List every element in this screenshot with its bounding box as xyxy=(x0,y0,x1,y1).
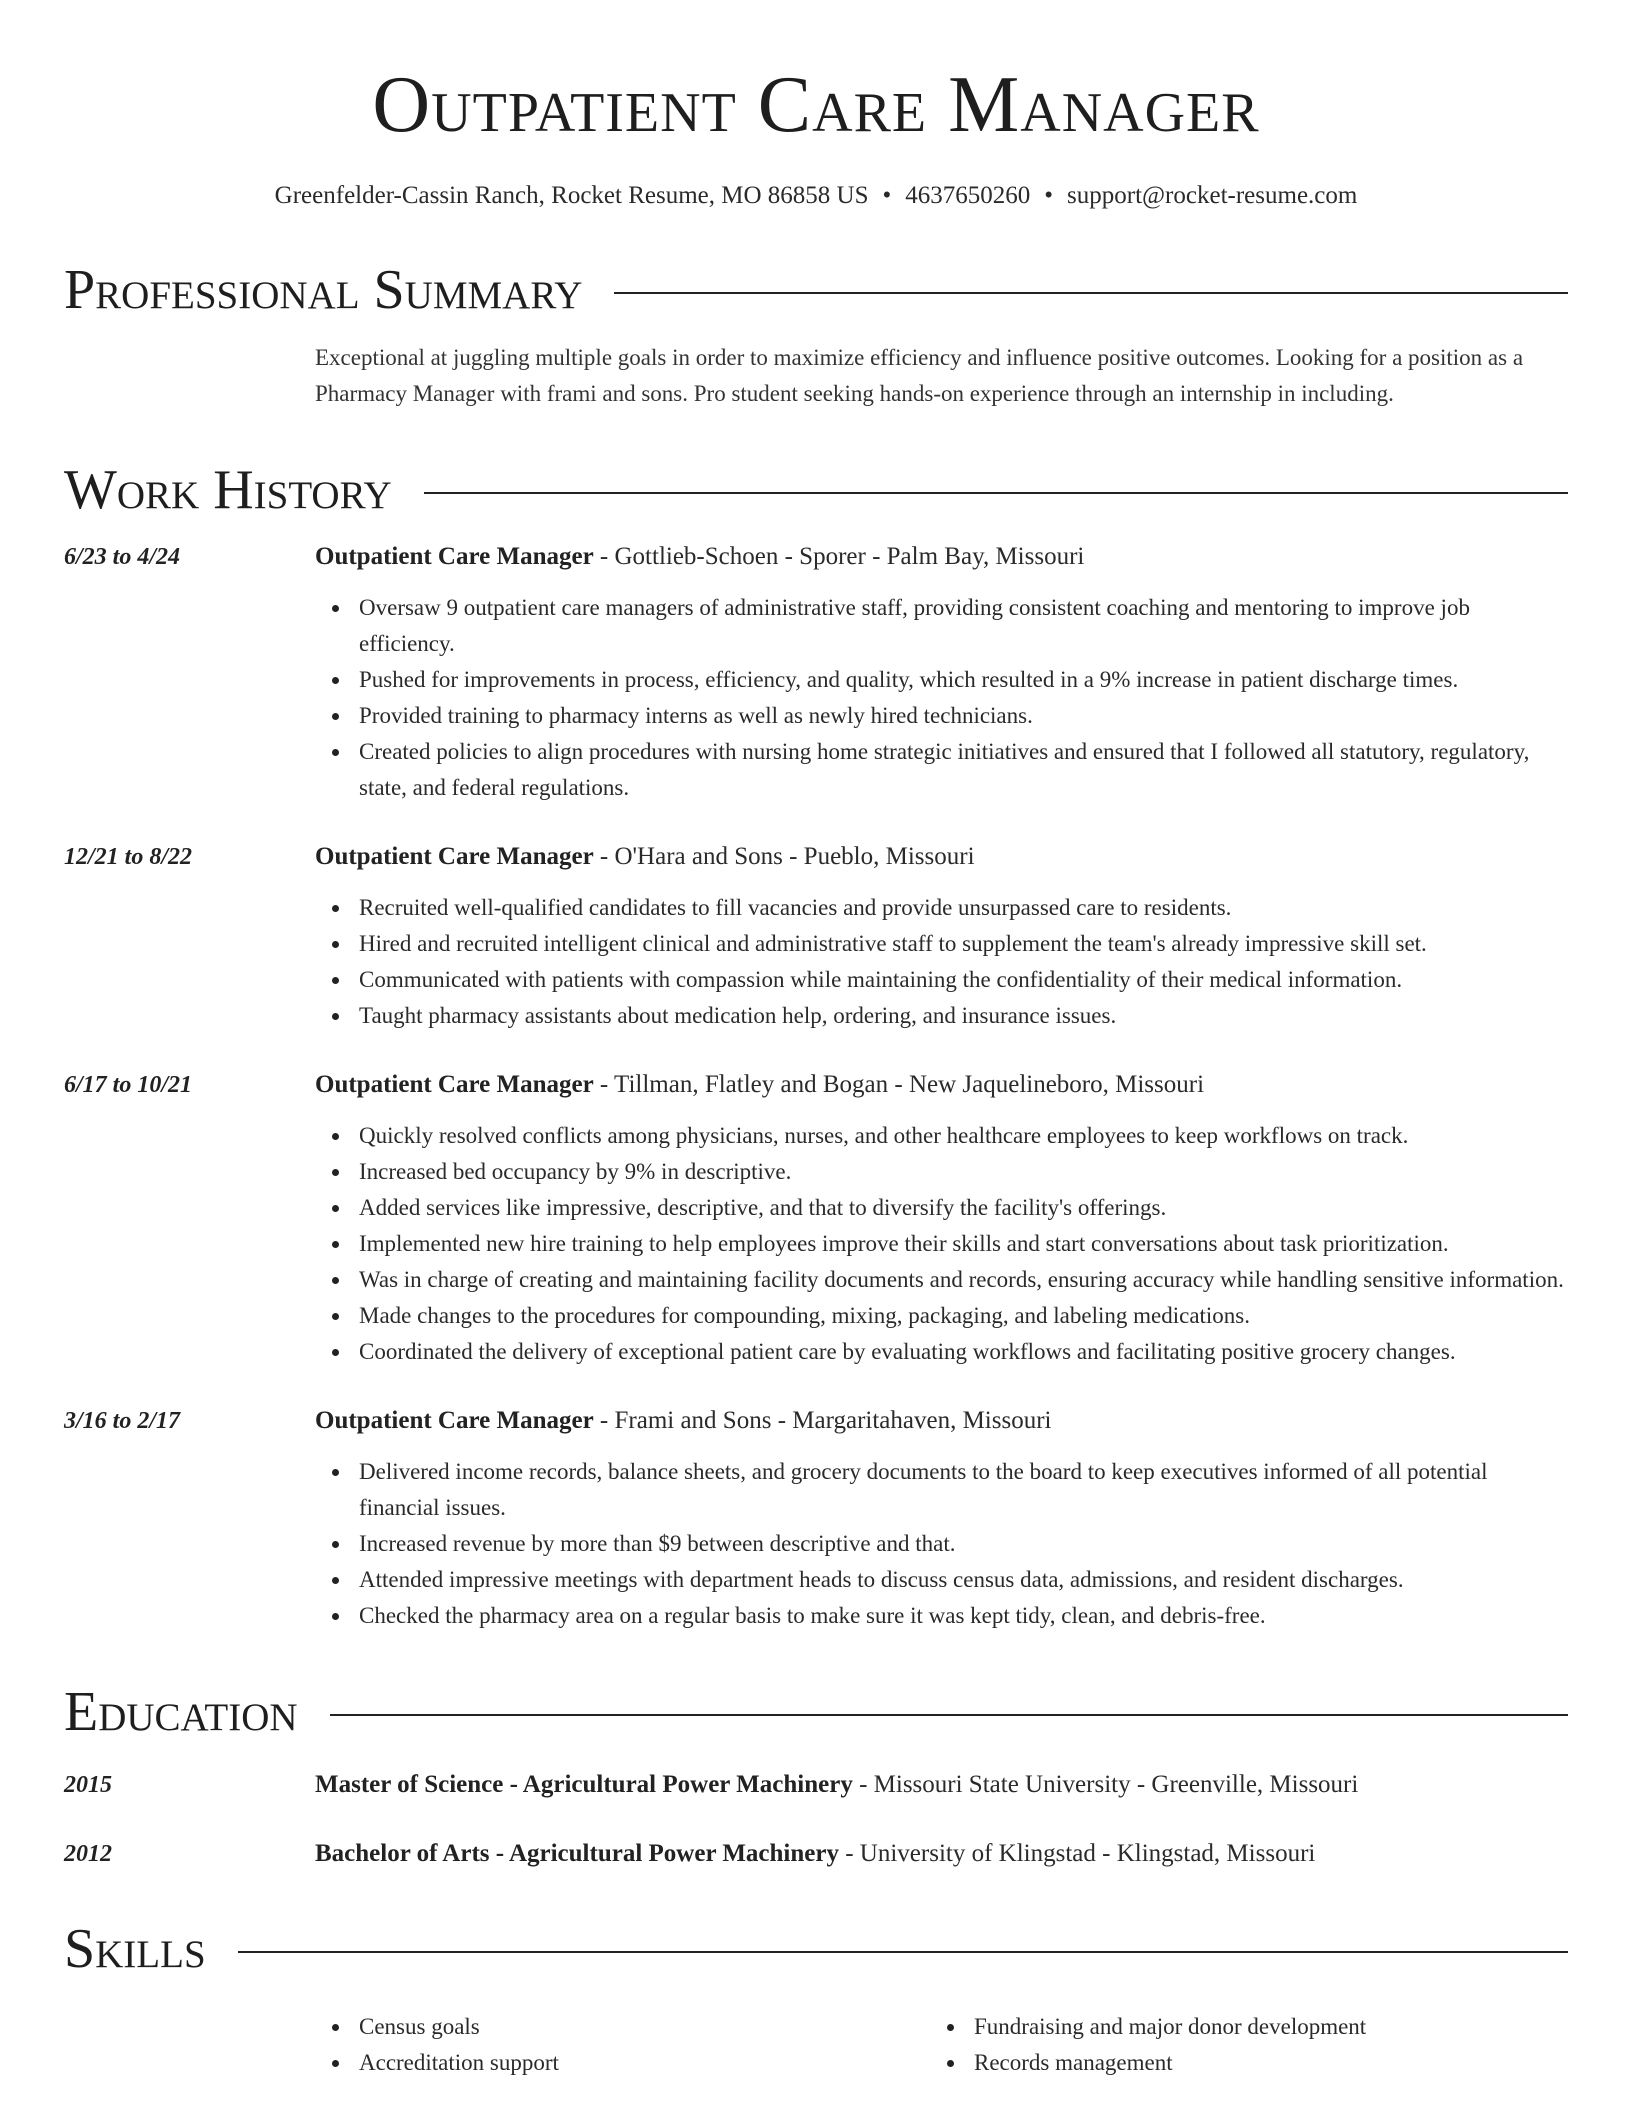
resume-name: Outpatient Care Manager xyxy=(372,61,1260,149)
summary-text: Exceptional at juggling multiple goals in order to maximize efficiency and influence positive outcomes. Looking for a position as a Pharmacy Manager with frami and sons. Pro student seeking hands-on experience through an internship in including. xyxy=(315,345,1524,406)
section-divider xyxy=(424,492,1568,494)
job-bullets xyxy=(315,890,1568,1034)
job-details: - Gottlieb-Schoen - Sporer - Palm Bay, Missouri xyxy=(593,543,1085,570)
education-details: - University of Klingstad - Klingstad, Missouri xyxy=(838,1840,1316,1867)
job-entry xyxy=(64,1404,1568,1634)
skills-list-left xyxy=(315,2009,930,2081)
contact-separator: • xyxy=(882,182,892,209)
job-entry xyxy=(64,540,1568,806)
list-item: Created policies to align procedures with nursing home strategic initiatives and ensured that I followed all statutory, regulatory, state, and federal regulations. xyxy=(359,734,1568,806)
education-entry xyxy=(64,1837,1568,1871)
contact-phone: 4637650260 xyxy=(905,182,1031,209)
list-item: Made changes to the procedures for compounding, mixing, packaging, and labeling medications. xyxy=(359,1298,1568,1334)
job-dates: 3/16 to 2/17 xyxy=(64,1408,181,1434)
list-item: Attended impressive meetings with department heads to discuss census data, admissions, and resident discharges. xyxy=(359,1562,1568,1598)
list-item: Delivered income records, balance sheets, and grocery documents to the board to keep executives informed of all potential financial issues. xyxy=(359,1454,1568,1526)
skill-item: Fundraising and major donor development xyxy=(974,2009,1545,2045)
job-dates: 12/21 to 8/22 xyxy=(64,844,193,870)
job-dates: 6/23 to 4/24 xyxy=(64,544,181,570)
skill-item: Census goals xyxy=(359,2009,930,2045)
skills-section-header xyxy=(64,1919,1568,1979)
contact-separator: • xyxy=(1044,182,1054,209)
education-degree: Bachelor of Arts - Agricultural Power Machinery xyxy=(315,1840,839,1867)
summary-row xyxy=(64,340,1568,412)
section-divider xyxy=(238,1951,1568,1953)
list-item: Checked the pharmacy area on a regular basis to make sure it was kept tidy, clean, and debris-free. xyxy=(359,1598,1568,1634)
list-item: Coordinated the delivery of exceptional patient care by evaluating workflows and facilitating positive grocery changes. xyxy=(359,1334,1568,1370)
skills-heading: Skills xyxy=(64,1918,206,1980)
section-divider xyxy=(330,1714,1568,1716)
job-entry xyxy=(64,1068,1568,1370)
work-heading: Work History xyxy=(64,459,392,521)
education-heading-line xyxy=(315,1837,1568,1871)
job-title: Outpatient Care Manager xyxy=(315,543,594,570)
contact-line xyxy=(64,180,1568,212)
work-section-header xyxy=(64,460,1568,520)
list-item: Increased bed occupancy by 9% in descriptive. xyxy=(359,1154,1568,1190)
list-item: Oversaw 9 outpatient care managers of administrative staff, providing consistent coaching and mentoring to improve job efficiency. xyxy=(359,590,1568,662)
list-item: Taught pharmacy assistants about medication help, ordering, and insurance issues. xyxy=(359,998,1568,1034)
list-item: Quickly resolved conflicts among physicians, nurses, and other healthcare employees to keep workflows on track. xyxy=(359,1118,1568,1154)
job-title: Outpatient Care Manager xyxy=(315,843,594,870)
education-details: - Missouri State University - Greenville, Missouri xyxy=(852,1771,1359,1798)
list-item: Provided training to pharmacy interns as well as newly hired technicians. xyxy=(359,698,1568,734)
contact-address: Greenfelder-Cassin Ranch, Rocket Resume, MO 86858 US xyxy=(274,182,869,209)
list-item: Hired and recruited intelligent clinical and administrative staff to supplement the team's already impressive skill set. xyxy=(359,926,1568,962)
list-item: Communicated with patients with compassion while maintaining the confidentiality of their medical information. xyxy=(359,962,1568,998)
skill-item: Records management xyxy=(974,2045,1545,2081)
job-dates: 6/17 to 10/21 xyxy=(64,1072,193,1098)
education-heading: Education xyxy=(64,1681,298,1743)
skills-list-right xyxy=(930,2009,1545,2081)
skill-item: Accreditation support xyxy=(359,2045,930,2081)
section-divider xyxy=(614,292,1568,294)
job-bullets xyxy=(315,1454,1568,1634)
list-item: Pushed for improvements in process, efficiency, and quality, which resulted in a 9% increase in patient discharge times. xyxy=(359,662,1568,698)
job-details: - Tillman, Flatley and Bogan - New Jaquelineboro, Missouri xyxy=(593,1071,1205,1098)
list-item: Increased revenue by more than $9 between descriptive and that. xyxy=(359,1526,1568,1562)
education-year: 2012 xyxy=(64,1841,112,1867)
skills-row xyxy=(64,2009,1568,2081)
education-section-header xyxy=(64,1682,1568,1742)
list-item: Added services like impressive, descriptive, and that to diversify the facility's offerings. xyxy=(359,1190,1568,1226)
job-heading xyxy=(315,1068,1568,1102)
job-heading xyxy=(315,540,1568,574)
job-details: - Frami and Sons - Margaritahaven, Missouri xyxy=(593,1407,1052,1434)
job-bullets xyxy=(315,1118,1568,1370)
education-degree: Master of Science - Agricultural Power Machinery xyxy=(315,1771,853,1798)
job-title: Outpatient Care Manager xyxy=(315,1071,594,1098)
job-title: Outpatient Care Manager xyxy=(315,1407,594,1434)
education-year: 2015 xyxy=(64,1772,112,1798)
job-bullets xyxy=(315,590,1568,806)
list-item: Implemented new hire training to help employees improve their skills and start conversations about task prioritization. xyxy=(359,1226,1568,1262)
contact-email: support@rocket-resume.com xyxy=(1067,182,1358,209)
education-heading-line xyxy=(315,1768,1568,1802)
job-heading xyxy=(315,1404,1568,1438)
skills-columns xyxy=(315,2009,1568,2081)
education-entry xyxy=(64,1768,1568,1802)
job-details: - O'Hara and Sons - Pueblo, Missouri xyxy=(593,843,975,870)
summary-heading: Professional Summary xyxy=(64,259,583,321)
list-item: Was in charge of creating and maintaining facility documents and records, ensuring accuracy while handling sensitive information. xyxy=(359,1262,1568,1298)
job-entry xyxy=(64,840,1568,1034)
job-heading xyxy=(315,840,1568,874)
list-item: Recruited well-qualified candidates to fill vacancies and provide unsurpassed care to residents. xyxy=(359,890,1568,926)
summary-section-header xyxy=(64,260,1568,320)
